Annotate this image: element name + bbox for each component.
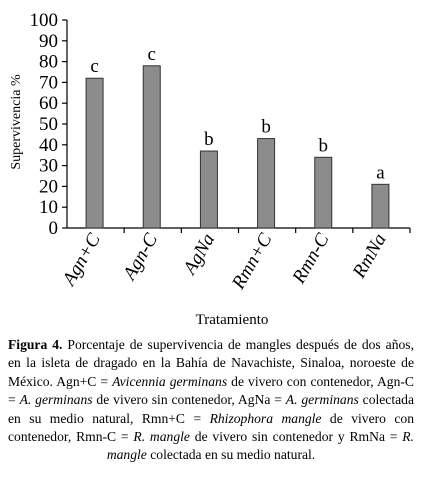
x-category-label: Agn+C — [58, 230, 105, 290]
y-tick-label: 90 — [39, 30, 58, 52]
y-tick-label: 0 — [48, 218, 58, 239]
caption-text-segment: colectada en su medio natural. — [146, 447, 316, 463]
caption-species-name: A. germinans — [285, 392, 359, 408]
y-tick-label: 50 — [39, 114, 58, 135]
bar-RmNa — [372, 184, 389, 228]
y-tick-label: 70 — [39, 72, 58, 94]
y-axis-title: Supervivencia % — [9, 74, 24, 170]
y-tick-label: 20 — [39, 176, 58, 198]
x-axis-title: Tratamiento — [195, 312, 269, 328]
caption-text-segment: colectada en su medio natural, Rmn+C = — [8, 392, 414, 426]
x-category-label: Rmn-C — [288, 230, 334, 288]
y-tick-label: 40 — [39, 134, 58, 156]
y-tick-label: 60 — [39, 93, 58, 115]
figure-caption — [8, 336, 414, 465]
caption-species-name: R. mangle — [106, 429, 414, 463]
bar-AgNa — [200, 151, 217, 228]
significance-letter: c — [147, 43, 156, 65]
x-category-label: Agn-C — [119, 230, 163, 284]
y-tick-label: 10 — [39, 197, 58, 219]
y-tick-label: 80 — [39, 51, 58, 73]
caption-species-name: A. germinans — [19, 392, 93, 408]
y-tick-label: 100 — [29, 10, 58, 31]
bar-Agn-C — [143, 66, 160, 228]
caption-label: Figura 4. — [8, 337, 63, 352]
caption-species-name: Avicennia germinans — [112, 373, 228, 389]
bar-Agn+C — [86, 78, 103, 228]
caption-text-segment: de vivero con contenedor, Rmn-C = — [8, 410, 415, 445]
caption-text-segment: de vivero sin contenedor, AgNa = — [92, 392, 286, 408]
x-category-label: Rmn+C — [228, 230, 277, 293]
caption-text-segment: de vivero con contenedor, Agn-C = — [8, 373, 414, 408]
significance-letter: b — [318, 135, 328, 157]
caption-text — [8, 337, 414, 462]
caption-text-segment: de vivero sin contenedor y RmNa = — [189, 429, 403, 445]
y-tick-label: 30 — [39, 155, 58, 177]
significance-letter: b — [204, 129, 214, 151]
significance-letter: b — [261, 116, 271, 138]
bar-Rmn-C — [315, 157, 332, 228]
significance-letter: c — [90, 56, 99, 78]
x-category-label: RmNa — [348, 230, 391, 282]
caption-species-name: R. mangle — [133, 429, 190, 445]
x-category-label: AgNa — [179, 230, 220, 278]
significance-letter: a — [376, 162, 385, 184]
bar-Rmn+C — [258, 139, 275, 228]
caption-text-segment: Porcentaje de supervivencia de mangles después de dos años, en la isleta de dragado en la Bahía de Navachiste, Sinaloa, noroeste de México. Agn+C = — [8, 337, 414, 389]
caption-species-name: Rhizophora mangle — [209, 410, 322, 426]
